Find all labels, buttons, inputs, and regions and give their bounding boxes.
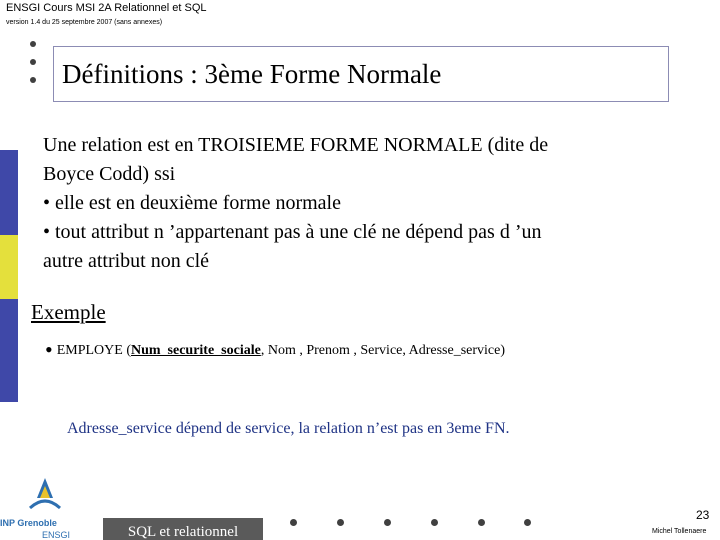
- example-rest: , Nom , Prenom , Service, Adresse_service): [260, 343, 506, 358]
- example-heading: Exemple: [31, 300, 106, 324]
- example-prefix: EMPLOYE (: [56, 343, 131, 358]
- logo-text-bottom: ENSGI: [42, 530, 71, 540]
- decor-dot: [384, 519, 391, 526]
- decor-dot: [290, 519, 297, 526]
- decor-dot: [524, 519, 531, 526]
- example-key: Num_securite_sociale: [130, 343, 261, 358]
- author: Michel Tollenaere: [652, 528, 707, 535]
- side-bar-blue-top: [0, 150, 18, 235]
- slide-title: Définitions : 3ème Forme Normale: [62, 59, 442, 89]
- body-line: Boyce Codd) ssi: [43, 163, 176, 185]
- section-label: SQL et relationnel: [103, 518, 263, 540]
- conclusion-text: Adresse_service dépend de service, la relation n’est pas en 3eme FN.: [67, 420, 510, 437]
- slide-body: [43, 131, 703, 276]
- body-line: • elle est en deuxième forme normale: [43, 192, 341, 214]
- bullet: •: [45, 337, 53, 362]
- side-bar-yellow: [0, 235, 18, 299]
- logo-text-top: INP Grenoble: [0, 518, 57, 528]
- decor-dot: [337, 519, 344, 526]
- decor-dot: [478, 519, 485, 526]
- body-line: autre attribut non clé: [43, 250, 210, 272]
- page-number: 23: [696, 508, 710, 522]
- example-relation: [45, 334, 505, 360]
- side-bar-blue-bottom: [0, 299, 18, 402]
- body-line: Une relation est en TROISIEME FORME NORMALE (dite de: [43, 134, 549, 156]
- version-header: version 1.4 du 25 septembre 2007 (sans annexes): [6, 19, 163, 26]
- course-header: ENSGI Cours MSI 2A Relationnel et SQL: [6, 2, 207, 14]
- body-line: • tout attribut n ’appartenant pas à une clé ne dépend pas d ’un: [43, 221, 542, 243]
- decor-dot: [30, 41, 36, 47]
- decor-dot: [30, 59, 36, 65]
- inp-grenoble-logo-icon: [0, 472, 90, 540]
- decor-dot: [431, 519, 438, 526]
- decor-dot: [30, 77, 36, 83]
- slide-title-box: [53, 46, 669, 102]
